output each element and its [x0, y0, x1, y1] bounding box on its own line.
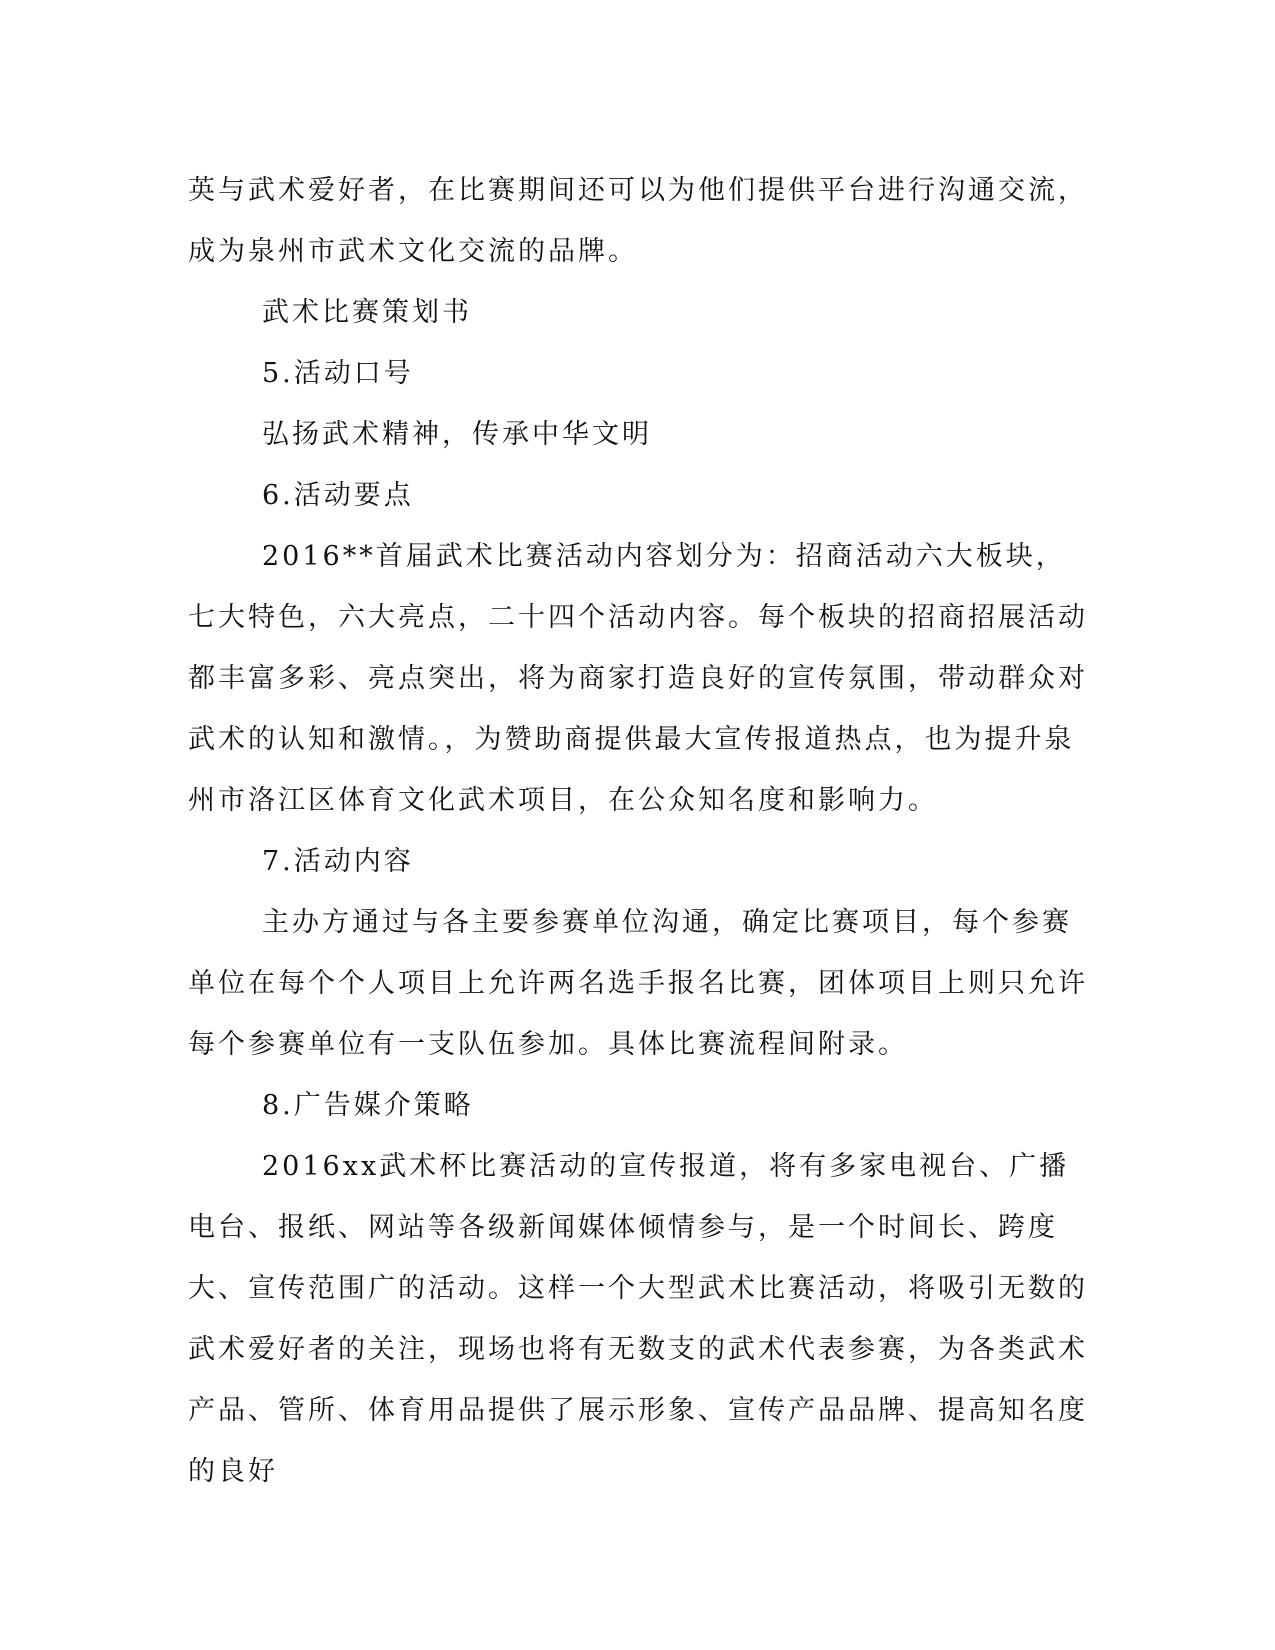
section-heading-slogan: 5.活动口号 — [262, 358, 414, 389]
section-heading-content: 7.活动内容 — [262, 846, 414, 877]
paragraph-continuation: 英与武术爱好者，在比赛期间还可以为他们提供平台进行沟通交流，成为泉州市武术文化交流的品牌。 — [188, 175, 1088, 267]
paragraph-content: 主办方通过与各主要参赛单位沟通，确定比赛项目，每个参赛单位在每个个人项目上允许两名选手报名比赛，团体项目上则只允许每个参赛单位有一支队伍参加。具体比赛流程间附录。 — [188, 907, 1088, 1060]
section-heading-key-points: 6.活动要点 — [262, 480, 414, 511]
paragraph-media-strategy: 2016xx武术杯比赛活动的宣传报道，将有多家电视台、广播电台、报纸、网站等各级新闻媒体倾情参与，是一个时间长、跨度大、宣传范围广的活动。这样一个大型武术比赛活动，将吸引无数的武术爱好者的关注，现场也将有无数支的武术代表参赛，为各类武术产品、管所、体育用品提供了展示形象、宣传产品品牌、提高知名度的良好 — [188, 1151, 1088, 1487]
paragraph-heading-plan: 武术比赛策划书 — [262, 297, 472, 328]
paragraph-slogan: 弘扬武术精神，传承中华文明 — [262, 419, 652, 450]
section-heading-media-strategy: 8.广告媒介策略 — [262, 1090, 474, 1121]
document-body — [188, 160, 1088, 1502]
paragraph-key-points: 2016**首届武术比赛活动内容划分为：招商活动六大板块，七大特色，六大亮点，二十四个活动内容。每个板块的招商招展活动都丰富多彩、亮点突出，将为商家打造良好的宣传氛围，带动群众对武术的认知和激情。，为赞助商提供最大宣传报道热点，也为提升泉州市洛江区体育文化武术项目，在公众知名度和影响力。 — [188, 541, 1088, 816]
